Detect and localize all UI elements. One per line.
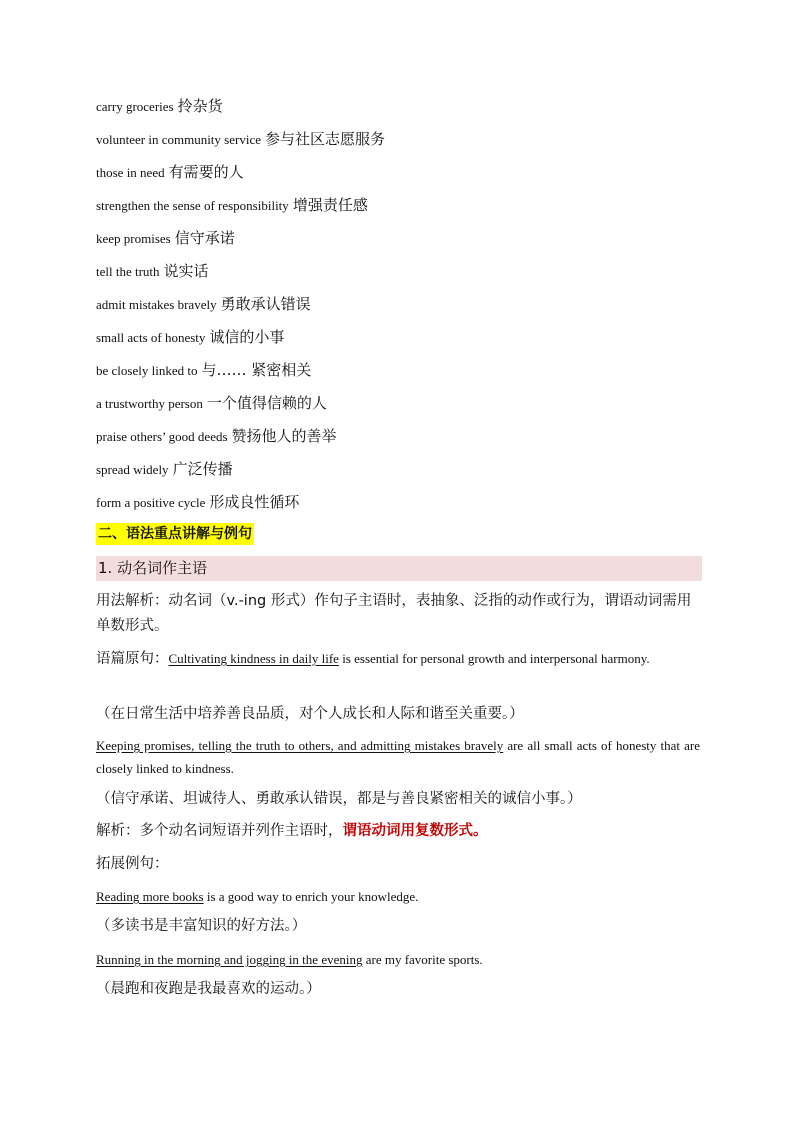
vocab-item: form a positive cycle 形成良性循环 (96, 493, 300, 511)
underlined-subject: Cultivating kindness in daily life (168, 651, 339, 666)
extension-sentence: Running in the morning and jogging in the evening are my favorite sports. (96, 952, 483, 967)
vocab-item: tell the truth 说实话 (96, 262, 209, 280)
extension-translation: （多读书是丰富知识的好方法。） (96, 918, 307, 934)
vocab-item: praise others’ good deeds 赞扬他人的善举 (96, 427, 337, 445)
vocab-item: strengthen the sense of responsibility 增强责任感 (96, 196, 368, 214)
vocab-item: volunteer in community service 参与社区志愿服务 (96, 130, 385, 148)
extension-sentence: Reading more books is a good way to enrich your knowledge. (96, 889, 419, 904)
extension-label: 拓展例句： (96, 856, 169, 872)
extension-translation: （晨跑和夜跑是我最喜欢的运动。） (96, 981, 321, 997)
original-translation: （在日常生活中培养善良品质，对个人成长和人际和谐至关重要。） (96, 706, 524, 722)
vocab-item: those in need 有需要的人 (96, 163, 244, 181)
vocab-item: admit mistakes bravely 勇敢承认错误 (96, 295, 311, 313)
underlined-subject: Running in the morning and jogging in the evening (96, 952, 363, 967)
example-translation: （信守承诺、坦诚待人、勇敢承认错误，都是与善良紧密相关的诚信小事。） (96, 791, 582, 807)
subsection-heading: 1. 动名词作主语 (96, 556, 702, 581)
example-sentence: Keeping promises, telling the truth to others, and admitting mistakes bravely are all small acts of honesty that are closely linked to kindness. (96, 738, 700, 776)
vocab-item: a trustworthy person 一个值得信赖的人 (96, 394, 327, 412)
underlined-subject: Keeping promises, telling the truth to others, and admitting mistakes bravely (96, 738, 504, 753)
underlined-subject: Reading more books (96, 889, 204, 904)
analysis-highlight: 谓语动词用复数形式。 (342, 823, 488, 839)
usage-explanation: 用法解析：动名词（v.-ing 形式）作句子主语时，表抽象、泛指的动作或行为，谓语动词需用单数形式。 (96, 593, 692, 634)
original-label: 语篇原句： (96, 651, 169, 667)
vocab-item: be closely linked to 与…… 紧密相关 (96, 361, 312, 379)
analysis: 解析：多个动名词短语并列作主语时，谓语动词用复数形式。 (96, 823, 488, 839)
original-sentence: 语篇原句：Cultivating kindness in daily life is essential for personal growth and interpersonal harmony. (96, 651, 650, 667)
vocab-item: keep promises 信守承诺 (96, 229, 235, 247)
vocab-item: carry groceries 拎杂货 (96, 97, 223, 115)
vocab-item: spread widely 广泛传播 (96, 460, 233, 478)
section-title: 二、语法重点讲解与例句 (96, 523, 254, 545)
vocab-item: small acts of honesty 诚信的小事 (96, 328, 285, 346)
